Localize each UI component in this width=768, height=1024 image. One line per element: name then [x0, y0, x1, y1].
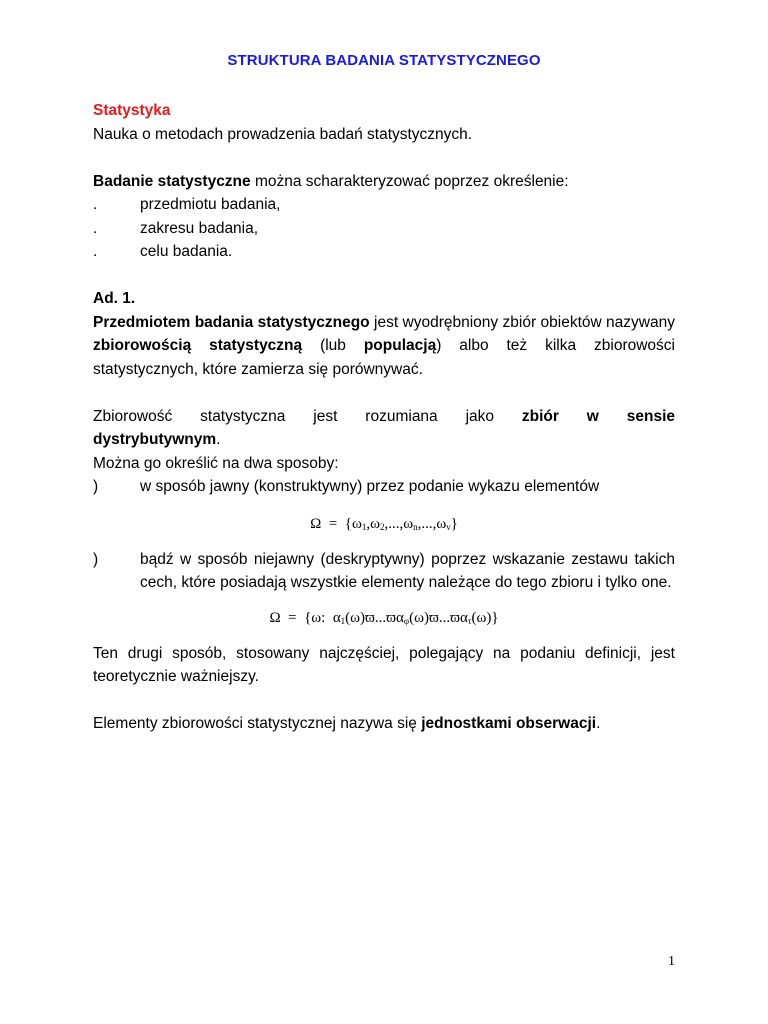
paragraph-jednostki: [93, 712, 675, 736]
formula-symbol: α: [332, 609, 341, 626]
ad1-sposoby-intro: Można go określić na dwa sposoby:: [93, 454, 339, 472]
formula-symbol: ϖ: [365, 609, 375, 626]
list-marker: .: [93, 243, 98, 260]
list-item-text: bądź w sposób niejawny (deskryptywny) poprzez wskazanie zestawu takich cech, które posiadają wszystkie elementy należące do tego zbioru i tylko one.: [140, 550, 675, 591]
badanie-intro-rest: można scharakteryzować poprzez określenie:: [250, 172, 569, 190]
list-item-text: przedmiotu badania,: [140, 196, 281, 213]
list-marker: .: [93, 219, 98, 237]
text-run: ) albo też kilka zbiorowości statystycznych, które zamierza się porównywać.: [93, 337, 675, 378]
term-zbiorowosc: zbiorowością statystyczną: [93, 337, 303, 354]
formula-implicit-set: [93, 595, 675, 642]
ad1-paragraph-przedmiot: [93, 311, 675, 382]
spacer: [93, 381, 675, 405]
ad1-heading-text: Ad. 1.: [93, 290, 136, 307]
formula-subscript: τ: [467, 615, 472, 626]
formula-symbol: ϖ: [386, 609, 397, 626]
formula-symbol: ω: [351, 515, 362, 532]
term-zbior: zbiór w sensie: [521, 407, 676, 425]
formula-symbol: ,...,: [417, 515, 437, 532]
spacer: [93, 689, 675, 713]
formula-symbol: :: [321, 609, 326, 626]
formula-symbol: α: [459, 609, 468, 626]
formula-subscript: v: [446, 521, 451, 532]
term-przedmiot: Przedmiotem badania statystycznego: [93, 313, 370, 331]
text-run: .: [596, 715, 601, 732]
formula-symbol: {: [344, 515, 352, 532]
formula-subscript: φ: [403, 615, 410, 626]
list-item-text: celu badania.: [140, 243, 233, 260]
section-heading-statystyka: Statystyka: [93, 102, 171, 119]
formula-symbol: ...: [374, 609, 387, 626]
formula-symbol: (ω): [409, 609, 429, 626]
formula-symbol: =: [328, 515, 338, 532]
formula-symbol: α: [396, 609, 404, 626]
document-title: STRUKTURA BADANIA STATYSTYCZNEGO: [227, 52, 541, 69]
formula-symbol: ϖ: [450, 609, 460, 626]
spacer: [93, 146, 675, 170]
formula-symbol: =: [288, 609, 297, 626]
spacer: [93, 264, 675, 288]
badanie-intro: [93, 170, 675, 194]
formula-symbol: }: [450, 515, 458, 532]
list-marker: .: [93, 196, 98, 213]
text-run: Elementy zbiorowości statystycznej nazywa się: [93, 715, 422, 732]
paragraph-drugi-sposob: Ten drugi sposób, stosowany najczęściej, polegający na podaniu definicji, jest teoretycznie ważniejszy.: [93, 644, 675, 685]
formula-subscript: 2: [379, 521, 385, 532]
formula-symbol: (ω): [471, 609, 492, 626]
formula-symbol: }: [491, 609, 499, 626]
formula-symbol: ω: [436, 515, 447, 532]
formula-symbol: ...: [438, 609, 451, 626]
ad1-paragraph-zbior-line1: [93, 405, 675, 429]
badanie-term: Badanie statystyczne: [93, 172, 251, 190]
text-run: jest wyodrębniony zbiór obiektów nazywany: [369, 313, 675, 331]
term-populacja: populacją: [363, 337, 437, 354]
formula-symbol: Ω: [269, 609, 281, 626]
list-item: [93, 240, 675, 264]
formula-symbol: ,...,: [384, 515, 404, 532]
ad1-heading: [93, 287, 675, 311]
document-body: [93, 99, 675, 736]
text-run: (lub: [302, 337, 364, 354]
way-item-niejawny: [93, 548, 675, 595]
term-dystrybutywny: dystrybutywnym: [93, 431, 217, 448]
formula-explicit-set: $\Omega = \{\omega_1,\omega_2,...,\omega_n,...,\omega_v\}$: [310, 515, 458, 532]
formula-symbol: ω: [403, 515, 414, 532]
statystyka-definition: Nauka o metodach prowadzenia badań statystycznych.: [93, 125, 473, 143]
list-marker: ): [93, 550, 99, 568]
text-run: Zbiorowość statystyczna jest rozumiana jako: [93, 407, 522, 425]
page-number: 1: [668, 954, 675, 969]
formula-symbol: (ω): [345, 609, 366, 626]
formula-subscript: 1: [361, 521, 367, 532]
formula-symbol: ω: [370, 515, 380, 532]
formula-subscript: n: [413, 521, 418, 532]
formula-symbol: ω: [311, 609, 322, 626]
text-run: .: [216, 431, 221, 448]
formula-subscript: 1: [340, 615, 346, 626]
list-item-text: zakresu badania,: [140, 219, 259, 237]
list-item-text: w sposób jawny (konstruktywny) przez podanie wykazu elementów: [140, 478, 600, 495]
list-item: [93, 193, 675, 217]
formula-symbol: Ω: [310, 515, 322, 532]
list-item: [93, 217, 675, 241]
ad1-paragraph-zbior-line2: [93, 428, 675, 452]
formula-symbol: ϖ: [428, 609, 439, 626]
term-jednostki: jednostkami obserwacji: [421, 715, 597, 732]
list-marker: ): [93, 478, 99, 495]
formula-symbol: {: [304, 609, 312, 626]
way-item-jawny: [93, 475, 675, 499]
